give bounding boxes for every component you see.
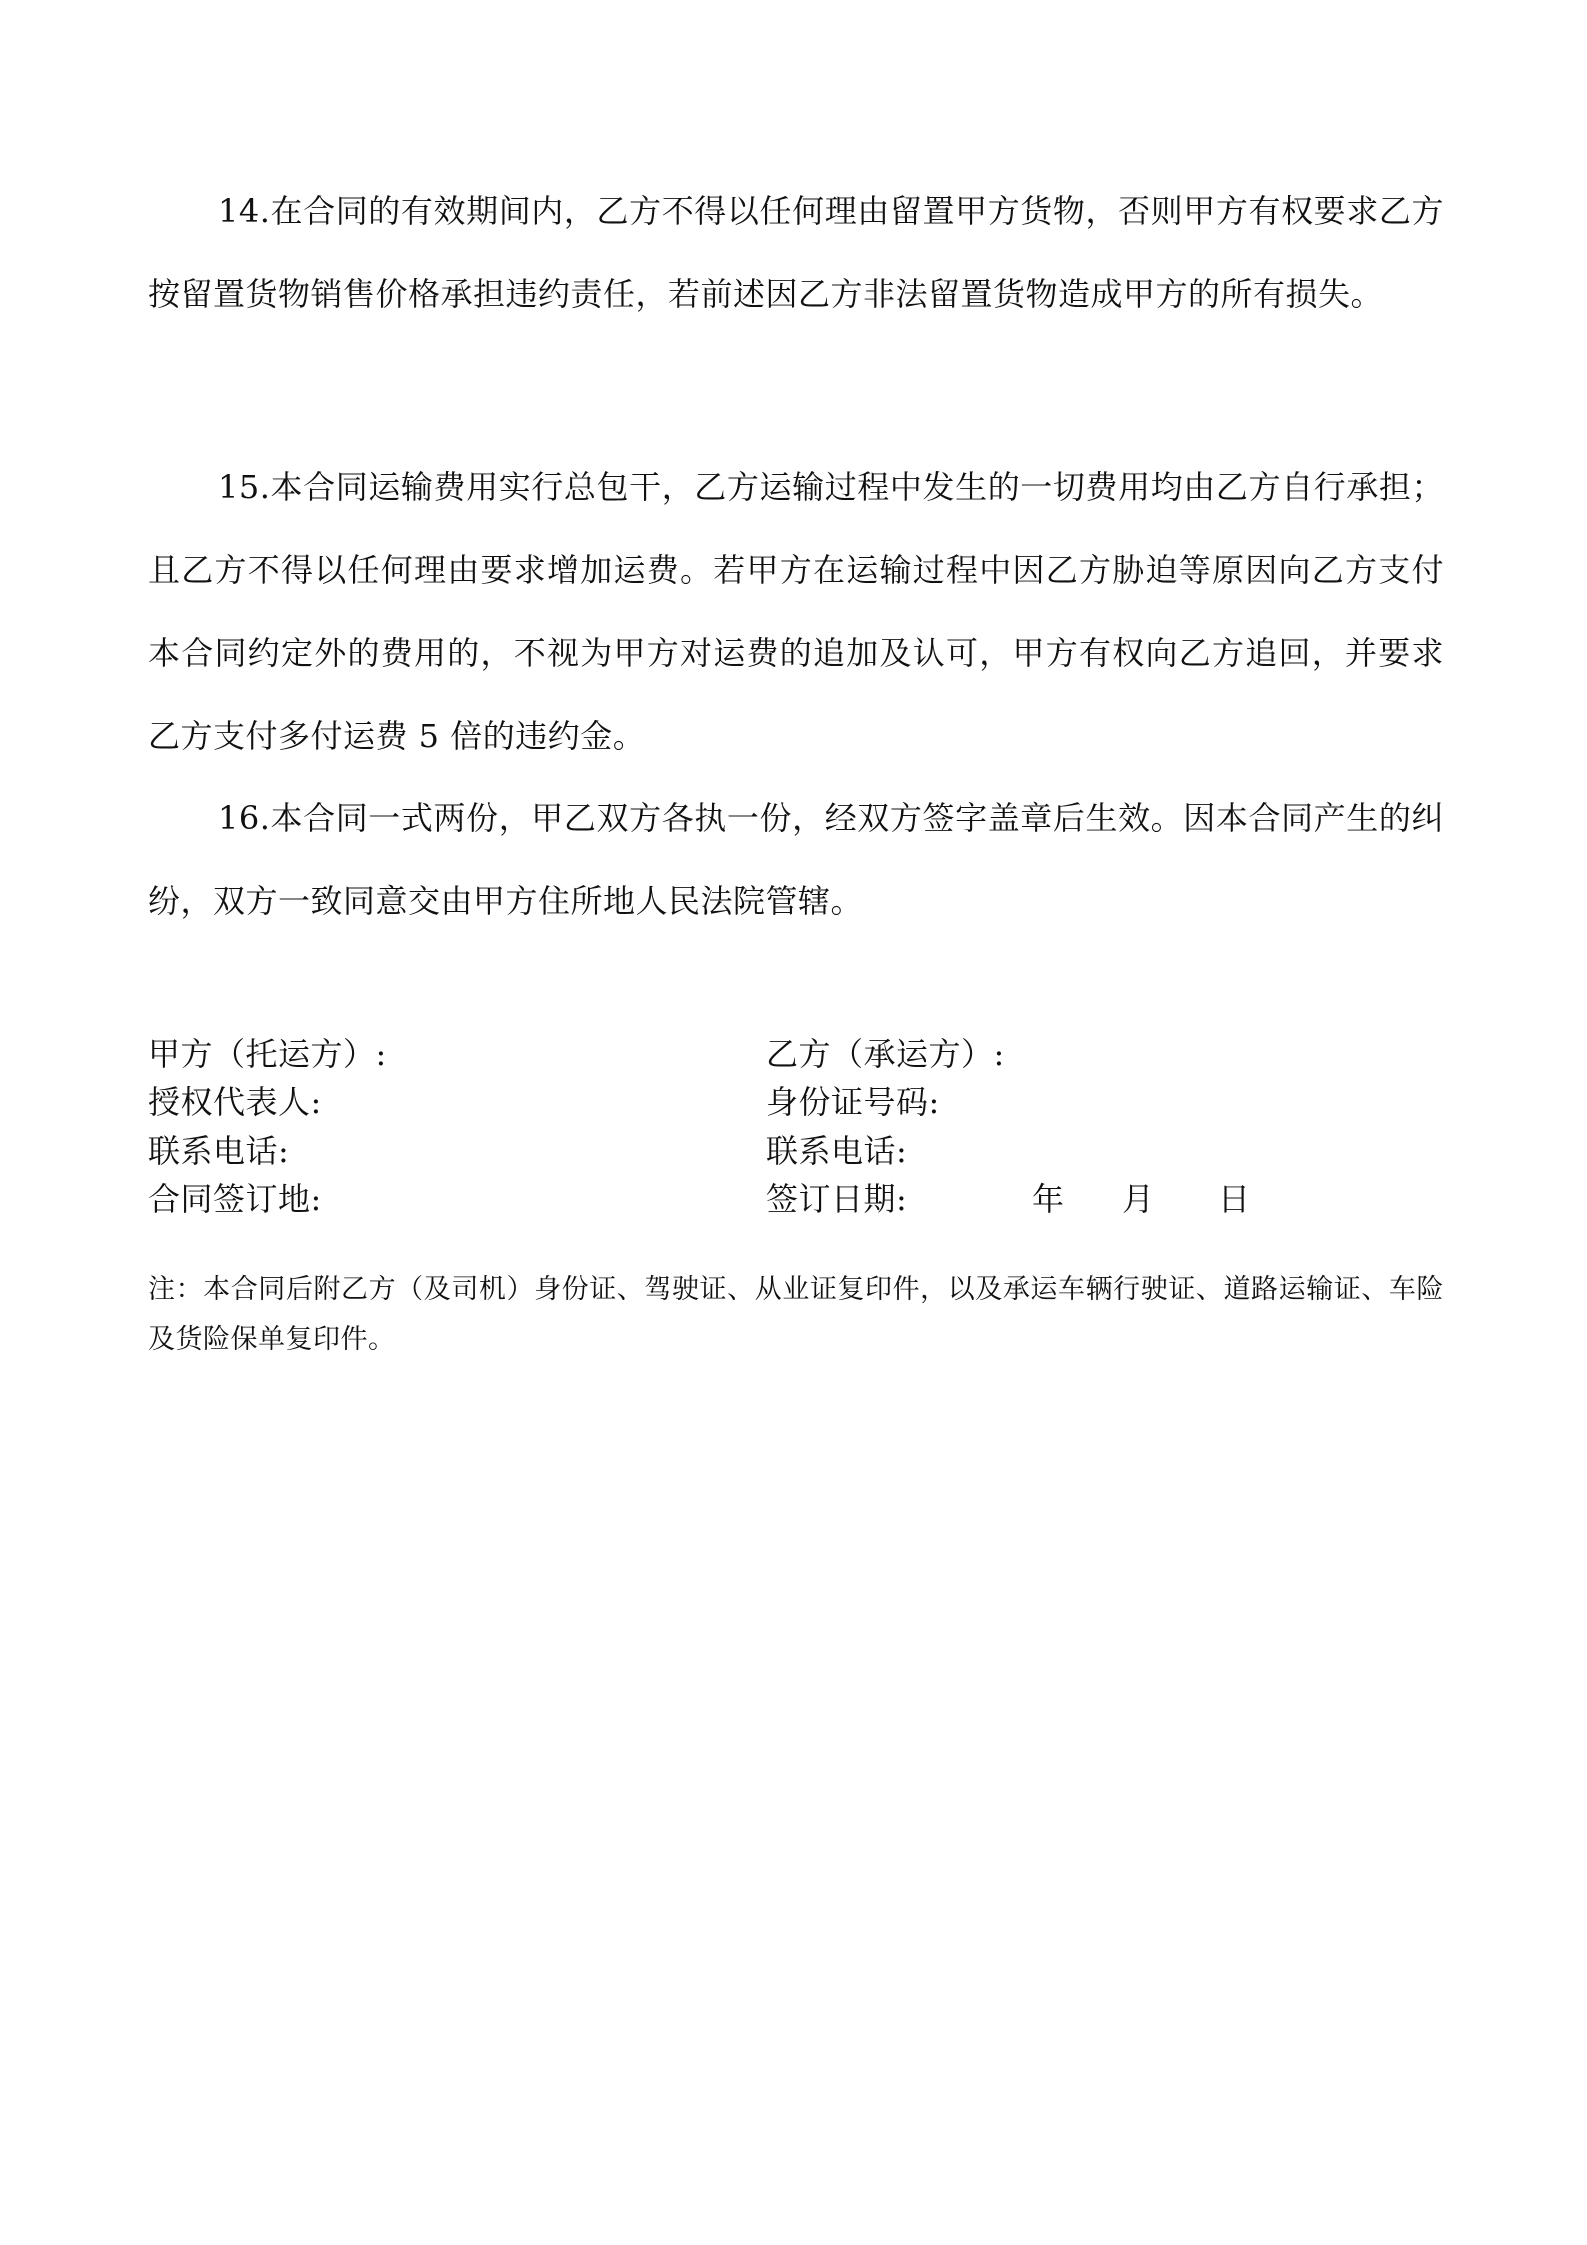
- party-b-label: 乙方（承运方）:: [766, 1035, 1005, 1073]
- party-a-label: 甲方（托运方）:: [148, 1035, 387, 1073]
- party-b-phone-label: 联系电话:: [766, 1132, 908, 1170]
- clause-15: 15.本合同运输费用实行总包干，乙方运输过程中发生的一切费用均由乙方自行承担；且乙方不得以任何理由要求增加运费。若甲方在运输过程中因乙方胁迫等原因向乙方支付本合同约定外的费用的，不视为甲方对运费的追加及认可，甲方有权向乙方追回，并要求乙方支付多付运费 5 倍的违约金。: [148, 468, 1444, 755]
- id-number-label: 身份证号码:: [766, 1083, 940, 1121]
- signing-date-label: 签订日期:: [766, 1180, 908, 1218]
- signing-place-label: 合同签订地:: [148, 1180, 322, 1218]
- attachment-note: 注：本合同后附乙方（及司机）身份证、驾驶证、从业证复印件，以及承运车辆行驶证、道路运输证、车险及货险保单复印件。: [148, 1274, 1444, 1355]
- clause-14: 14.在合同的有效期间内，乙方不得以任何理由留置甲方货物，否则甲方有权要求乙方按留置货物销售价格承担违约责任，若前述因乙方非法留置货物造成甲方的所有损失。: [148, 192, 1444, 313]
- authorized-rep-label: 授权代表人:: [148, 1083, 322, 1121]
- date-day-unit: 日: [1218, 1180, 1251, 1218]
- party-a-phone-label: 联系电话:: [148, 1132, 290, 1170]
- date-year-unit: 年: [1032, 1180, 1065, 1218]
- date-month-unit: 月: [1122, 1180, 1155, 1218]
- clause-16: 16.本合同一式两份，甲乙双方各执一份，经双方签字盖章后生效。因本合同产生的纠纷，双方一致同意交由甲方住所地人民法院管辖。: [148, 799, 1444, 920]
